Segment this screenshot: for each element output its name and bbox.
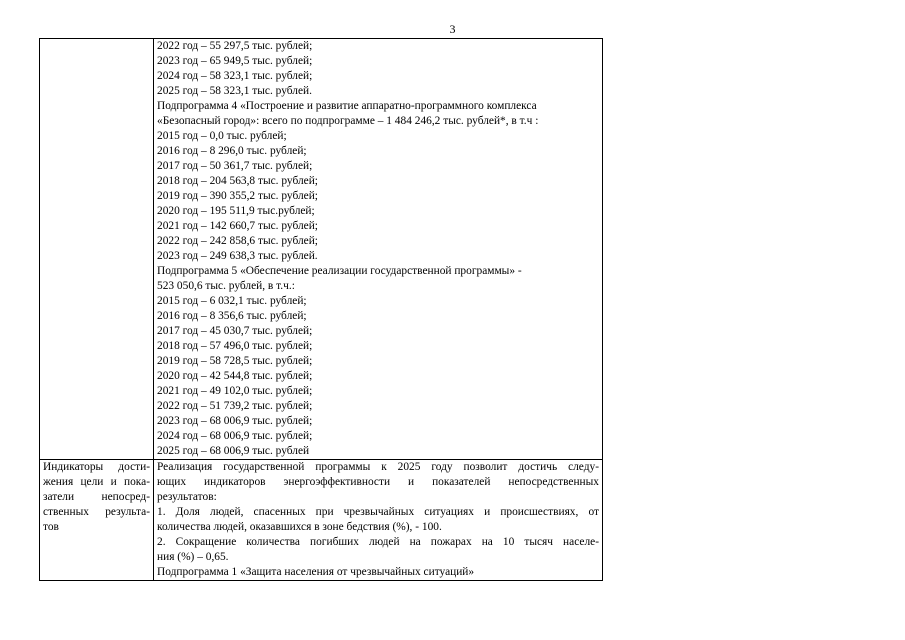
indicators-line: 1. Доля людей, спасенных при чрезвычайных ситуациях и происшествиях, от — [157, 506, 599, 518]
indicators-label-line: тов — [43, 521, 59, 533]
indicators-cell — [154, 460, 603, 581]
funding-line: 2019 год – 390 355,2 тыс. рублей; — [157, 190, 318, 202]
funding-line: 2023 год – 249 638,3 тыс. рублей. — [157, 250, 318, 262]
indicators-row — [40, 460, 603, 581]
indicators-label-cell — [40, 460, 154, 581]
page-number: 3 — [449, 22, 456, 36]
subprogram-4-total: «Безопасный город»: всего по подпрограмме – 1 484 246,2 тыс. рублей*, в т.ч : — [157, 115, 539, 127]
funding-line: 2025 год – 58 323,1 тыс. рублей. — [157, 85, 312, 97]
subprogram-4-heading: Подпрограмма 4 «Построение и развитие аппаратно-программного комплекса — [157, 100, 537, 112]
funding-line: 2023 год – 65 949,5 тыс. рублей; — [157, 55, 313, 67]
funding-line: 2017 год – 50 361,7 тыс. рублей; — [157, 160, 313, 172]
funding-line: 2023 год – 68 006,9 тыс. рублей; — [157, 415, 313, 427]
funding-line: 2024 год – 68 006,9 тыс. рублей; — [157, 430, 313, 442]
indicators-label-line: ственных результа- — [43, 506, 150, 518]
funding-line: 2020 год – 195 511,9 тыс.рублей; — [157, 205, 315, 217]
funding-line: 2016 год – 8 296,0 тыс. рублей; — [157, 145, 307, 157]
indicators-label-line: затели непосред- — [43, 491, 150, 503]
funding-cell — [154, 39, 603, 460]
funding-line: 2022 год – 51 739,2 тыс. рублей; — [157, 400, 313, 412]
indicators-line: результатов: — [157, 491, 217, 503]
funding-line: 2016 год – 8 356,6 тыс. рублей; — [157, 310, 307, 322]
funding-line: 2024 год – 58 323,1 тыс. рублей; — [157, 70, 313, 82]
indicators-label-line: жения цели и пока- — [43, 476, 150, 488]
indicators-line: ющих индикаторов энергоэффективности и показателей непосредственных — [157, 476, 599, 488]
funding-line: 2019 год – 58 728,5 тыс. рублей; — [157, 355, 313, 367]
funding-line: 2015 год – 0,0 тыс. рублей; — [157, 130, 287, 142]
subprogram-5-heading: Подпрограмма 5 «Обеспечение реализации государственной программы» - — [157, 265, 522, 277]
funding-line: 2022 год – 55 297,5 тыс. рублей; — [157, 40, 313, 52]
funding-line: 2021 год – 142 660,7 тыс. рублей; — [157, 220, 318, 232]
subprogram-1-heading: Подпрограмма 1 «Защита населения от чрезвычайных ситуаций» — [157, 566, 475, 578]
indicators-line: Реализация государственной программы к 2025 году позволит достичь следу- — [157, 461, 599, 473]
indicators-line: ния (%) – 0,65. — [157, 551, 229, 563]
indicators-line: 2. Сокращение количества погибших людей на пожарах на 10 тысяч населе- — [157, 536, 599, 548]
indicators-label-line: Индикаторы дости- — [43, 461, 150, 473]
funding-line: 2021 год – 49 102,0 тыс. рублей; — [157, 385, 313, 397]
funding-line: 2018 год – 57 496,0 тыс. рублей; — [157, 340, 313, 352]
funding-line: 2015 год – 6 032,1 тыс. рублей; — [157, 295, 307, 307]
indicators-line: количества людей, оказавшихся в зоне бедствия (%), - 100. — [157, 521, 442, 533]
funding-line: 2018 год – 204 563,8 тыс. рублей; — [157, 175, 318, 187]
funding-line: 2020 год – 42 544,8 тыс. рублей; — [157, 370, 313, 382]
funding-row — [40, 39, 603, 460]
funding-line: 2017 год – 45 030,7 тыс. рублей; — [157, 325, 313, 337]
subprogram-5-total: 523 050,6 тыс. рублей, в т.ч.: — [157, 280, 295, 292]
program-passport-table — [39, 38, 603, 581]
funding-label-cell — [40, 39, 154, 460]
funding-line: 2025 год – 68 006,9 тыс. рублей — [157, 445, 310, 457]
funding-line: 2022 год – 242 858,6 тыс. рублей; — [157, 235, 318, 247]
